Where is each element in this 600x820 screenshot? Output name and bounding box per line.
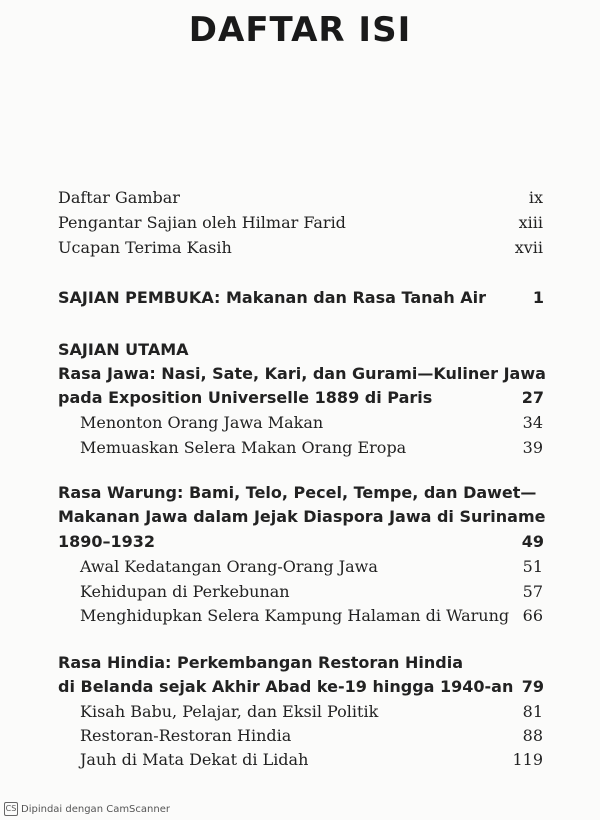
toc-entry-label: Kehidupan di Perkebunan bbox=[80, 582, 290, 601]
toc-entry-label: 1890–1932 bbox=[58, 532, 156, 551]
toc-entry-page: 34 bbox=[522, 413, 543, 432]
toc-entry-page: 49 bbox=[521, 532, 544, 551]
toc-entry-page: 79 bbox=[521, 677, 544, 696]
toc-chapter-rasa-warung-line2 bbox=[0, 505, 600, 529]
page-title: DAFTAR ISI bbox=[188, 10, 412, 50]
toc-subentry-memuaskan bbox=[0, 436, 600, 460]
toc-entry-page: 119 bbox=[512, 750, 543, 769]
toc-entry-label: Jauh di Mata Dekat di Lidah bbox=[80, 750, 309, 769]
scanner-watermark bbox=[4, 802, 170, 816]
toc-chapter-rasa-hindia-line2 bbox=[0, 675, 600, 699]
toc-entry-daftar-gambar bbox=[0, 186, 600, 210]
toc-subentry-menonton bbox=[0, 411, 600, 435]
toc-subentry-restoran bbox=[0, 724, 600, 748]
toc-entry-label: Memuaskan Selera Makan Orang Eropa bbox=[80, 438, 407, 457]
scanner-watermark-text: Dipindai dengan CamScanner bbox=[21, 804, 170, 815]
toc-entry-page: 39 bbox=[522, 438, 543, 457]
toc-chapter-rasa-warung-line1 bbox=[0, 481, 600, 505]
toc-chapter-rasa-warung-line3 bbox=[0, 530, 600, 554]
toc-entry-page: 57 bbox=[522, 582, 543, 601]
toc-entry-page: xiii bbox=[518, 213, 543, 232]
toc-entry-label: Pengantar Sajian oleh Hilmar Farid bbox=[58, 213, 346, 232]
camscanner-logo-icon: CS bbox=[4, 802, 18, 816]
toc-entry-label: Makanan Jawa dalam Jejak Diaspora Jawa di Suriname bbox=[58, 507, 546, 526]
toc-entry-page: 66 bbox=[522, 606, 543, 625]
toc-subentry-menghidupkan bbox=[0, 604, 600, 628]
toc-entry-pengantar bbox=[0, 211, 600, 235]
toc-entry-label: pada Exposition Universelle 1889 di Paris bbox=[58, 388, 433, 407]
toc-entry-page: 51 bbox=[522, 557, 543, 576]
toc-entry-label: Rasa Hindia: Perkembangan Restoran Hindia bbox=[58, 653, 464, 672]
toc-subentry-kisah-babu bbox=[0, 700, 600, 724]
toc-entry-page: 88 bbox=[522, 726, 543, 745]
toc-subentry-awal-kedatangan bbox=[0, 555, 600, 579]
toc-entry-ucapan bbox=[0, 236, 600, 260]
toc-entry-page: 1 bbox=[532, 288, 544, 307]
toc-subentry-jauh-di-mata bbox=[0, 748, 600, 772]
toc-chapter-rasa-jawa-line1 bbox=[0, 362, 600, 386]
toc-entry-label: di Belanda sejak Akhir Abad ke-19 hingga 1940-an bbox=[58, 677, 514, 696]
toc-entry-label: SAJIAN UTAMA bbox=[58, 340, 189, 359]
toc-entry-page: ix bbox=[528, 188, 543, 207]
toc-section-sajian-pembuka bbox=[0, 286, 600, 310]
toc-entry-label: Menghidupkan Selera Kampung Halaman di Warung bbox=[80, 606, 510, 625]
toc-entry-label: Rasa Jawa: Nasi, Sate, Kari, dan Gurami—Kuliner Jawa bbox=[58, 364, 546, 383]
toc-entry-page: 81 bbox=[522, 702, 543, 721]
toc-chapter-rasa-jawa-line2 bbox=[0, 386, 600, 410]
toc-entry-label: Rasa Warung: Bami, Telo, Pecel, Tempe, dan Dawet— bbox=[58, 483, 537, 502]
toc-entry-label: Menonton Orang Jawa Makan bbox=[80, 413, 324, 432]
toc-entry-label: Ucapan Terima Kasih bbox=[58, 238, 232, 257]
toc-entry-label: Awal Kedatangan Orang-Orang Jawa bbox=[80, 557, 378, 576]
toc-entry-label: Daftar Gambar bbox=[58, 188, 180, 207]
toc-entry-label: SAJIAN PEMBUKA: Makanan dan Rasa Tanah Air bbox=[58, 288, 487, 307]
toc-section-sajian-utama bbox=[0, 338, 600, 362]
toc-entry-label: Restoran-Restoran Hindia bbox=[80, 726, 292, 745]
toc-subentry-kehidupan bbox=[0, 580, 600, 604]
toc-entry-page: 27 bbox=[521, 388, 544, 407]
toc-entry-label: Kisah Babu, Pelajar, dan Eksil Politik bbox=[80, 702, 379, 721]
toc-chapter-rasa-hindia-line1 bbox=[0, 651, 600, 675]
toc-entry-page: xvii bbox=[514, 238, 543, 257]
